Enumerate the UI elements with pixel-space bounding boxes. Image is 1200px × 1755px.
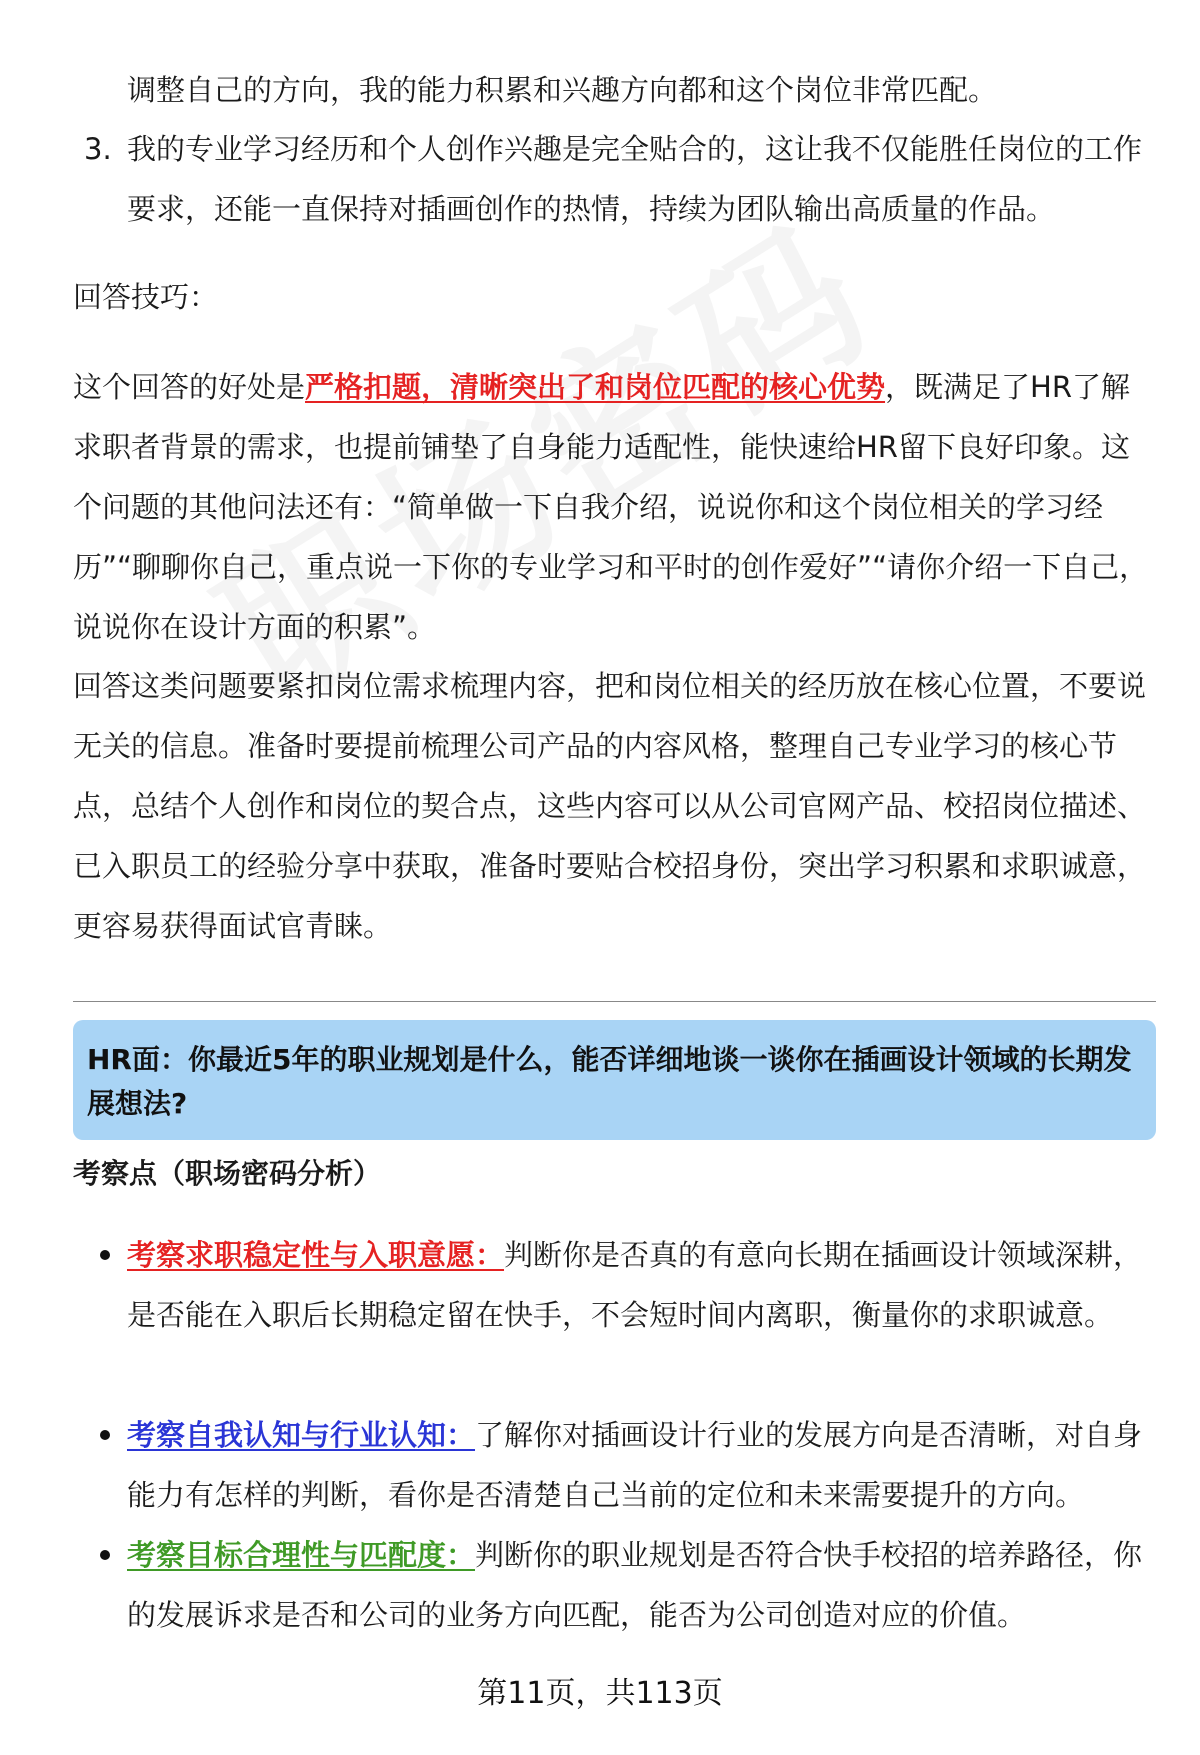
list-item-3: 我的专业学习经历和个人创作兴趣是完全贴合的，这让我不仅能胜任岗位的工作要求，还能一直保持对插画创作的热情，持续为团队输出高质量的作品。 [127,132,1143,226]
point-text: 判断你是否真的有意向长期在插画设计领域深耕，是否能在入职后长期稳定留在快手，不会短时间内离职，衡量你的求职诚意。 [127,1238,1143,1332]
question-callout: HR面：你最近5年的职业规划是什么，能否详细地谈一谈你在插画设计领域的长期发展想法? [73,1020,1156,1140]
point-label: 考察求职稳定性与入职意愿： [127,1238,505,1272]
list-number: 3. [84,132,112,166]
tips-heading: 回答技巧： [73,280,219,314]
tips-prefix: 这个回答的好处是 [73,370,306,404]
tips-suffix: ，既满足了HR了解求职者背景的需求，也提前铺垫了自身能力适配性，能快速给HR留下良好印象。这个问题的其他问法还有：“简单做一下自我介绍，说说你和这个岗位相关的学习经历”“聊聊你自己，重点说一下你的专业学习和平时的创作爱好”“请你介绍一下自己，说说你在设计方面的积累”。 [73,370,1149,644]
analysis-point-2 [127,1405,1157,1525]
bullet-dot [100,1430,110,1440]
tips-highlight: 严格扣题，清晰突出了和岗位匹配的核心优势 [305,370,886,404]
bullet-dot [100,1550,110,1560]
analysis-point-1 [127,1225,1157,1345]
bullet-dot [100,1250,110,1260]
point-text: 了解你对插画设计行业的发展方向是否清晰，对自身能力有怎样的判断，看你是否清楚自己当前的定位和未来需要提升的方向。 [127,1418,1143,1512]
page-number: 第11页，共113页 [477,1676,723,1711]
tips-paragraph-1 [73,357,1153,657]
analysis-point-3 [127,1525,1157,1645]
list-item-continuation: 调整自己的方向，我的能力积累和兴趣方向都和这个岗位非常匹配。 [127,73,998,107]
section-divider [73,1001,1156,1002]
point-label: 考察自我认知与行业认知： [127,1418,476,1452]
point-label: 考察目标合理性与匹配度： [127,1538,476,1572]
tips-paragraph-2: 回答这类问题要紧扣岗位需求梳理内容，把和岗位相关的经历放在核心位置，不要说无关的信息。准备时要提前梳理公司产品的内容风格，整理自己专业学习的核心节点，总结个人创作和岗位的契合点，这些内容可以从公司官网产品、校招岗位描述、已入职员工的经验分享中获取，准备时要贴合校招身份，突出学习积累和求职诚意，更容易获得面试官青睐。 [73,669,1147,943]
point-text: 判断你的职业规划是否符合快手校招的培养路径，你的发展诉求是否和公司的业务方向匹配，能否为公司创造对应的价值。 [127,1538,1143,1632]
analysis-heading: 考察点（职场密码分析） [73,1157,382,1190]
